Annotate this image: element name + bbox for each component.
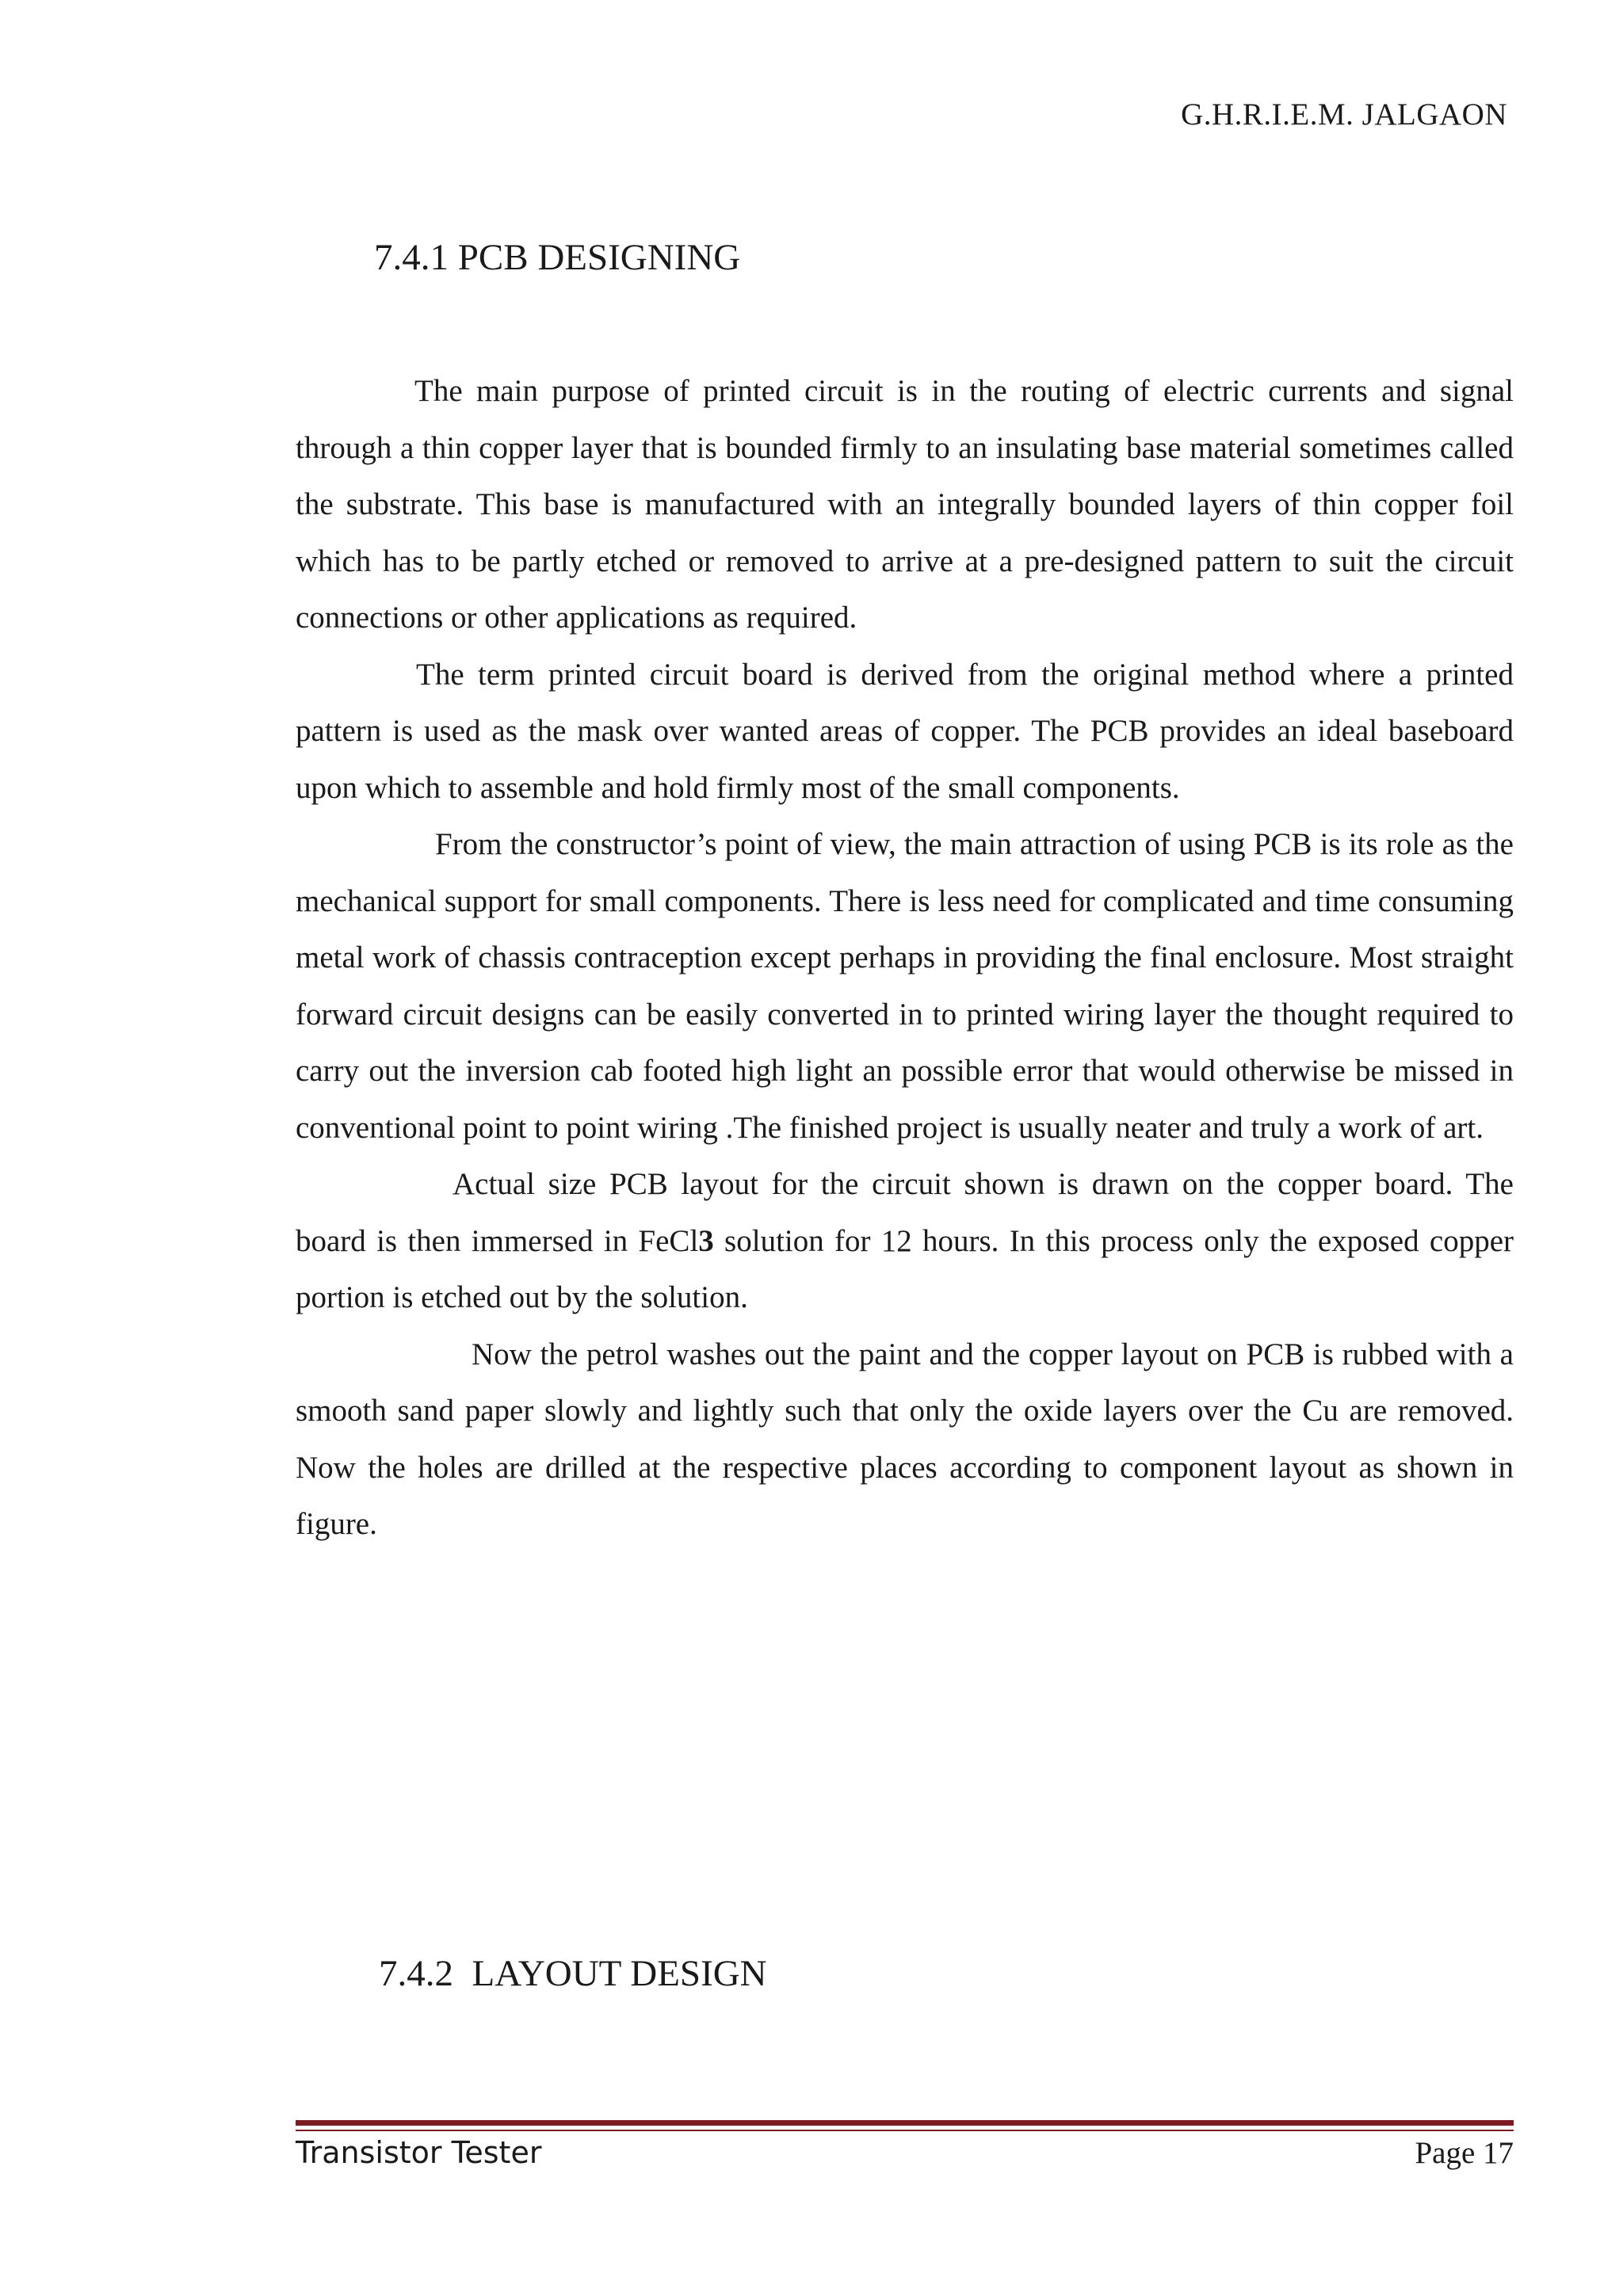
paragraph-4 bbox=[296, 1156, 1514, 1326]
paragraph-4-text-after: solution for 12 hours. In this process only the exposed copper portion is etched out by the solution. bbox=[296, 1223, 1514, 1314]
paragraph-3: From the constructor’s point of view, the main attraction of using PCB is its role as the mechanical support for small components. There is less need for complicated and time consuming metal work of chassis contraception except perhaps in providing the final enclosure. Most straight forward circuit designs can be easily converted in to printed wiring layer the thought required to carry out the inversion cab footed high light an possible error that would otherwise be missed in conventional point to point wiring .The finished project is usually neater and truly a work of art. bbox=[296, 827, 1514, 1145]
paragraph-2: The term printed circuit board is derived from the original method where a printed pattern is used as the mask over wanted areas of copper. The PCB provides an ideal baseboard upon which to assemble and hold firmly most of the small components. bbox=[296, 657, 1514, 805]
footer-rule-thick bbox=[296, 2120, 1514, 2126]
paragraph-1: The main purpose of printed circuit is in the routing of electric currents and signal through a thin copper layer that is bounded firmly to an insulating base material sometimes called the substrate. This base is manufactured with an integrally bounded layers of thin copper foil which has to be partly etched or removed to arrive at a pre-designed pattern to suit the circuit connections or other applications as required. bbox=[296, 374, 1514, 635]
section-heading-layout-design: 7.4.2 LAYOUT DESIGN bbox=[379, 1953, 767, 1994]
paragraph-4-text-before: Actual size PCB layout for the circuit shown is drawn on the copper board. The board is then immersed in FeCl bbox=[296, 1167, 1514, 1258]
body-text bbox=[296, 363, 1514, 1553]
footer-rule-thin bbox=[296, 2130, 1514, 2131]
paragraph-5: Now the petrol washes out the paint and the copper layout on PCB is rubbed with a smooth sand paper slowly and lightly such that only the oxide layers over the Cu are removed. Now the holes are drilled at the respective places according to component layout as shown in figure. bbox=[296, 1337, 1514, 1541]
page-header-institution: G.H.R.I.E.M. JALGAON bbox=[1181, 97, 1507, 132]
footer-project-title: Transistor Tester bbox=[296, 2135, 542, 2170]
section-heading-pcb-designing: 7.4.1 PCB DESIGNING bbox=[374, 237, 741, 278]
paragraph-4-subscript: 3 bbox=[698, 1223, 714, 1258]
footer-page-number: Page 17 bbox=[1415, 2136, 1514, 2170]
